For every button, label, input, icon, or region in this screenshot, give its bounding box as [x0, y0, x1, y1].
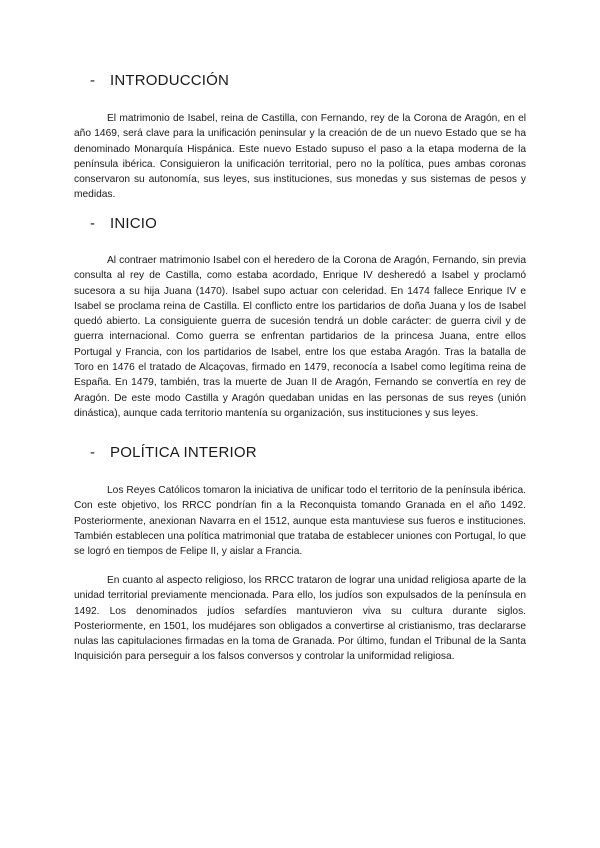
heading-title: INICIO: [110, 215, 158, 232]
section-heading-introduccion: [90, 72, 229, 89]
heading-title: INTRODUCCIÓN: [110, 72, 230, 89]
paragraph-politica-territorial: Los Reyes Católicos tomaron la iniciativa de unificar todo el territorio de la península ibérica. Con este objetivo, los RRCC pondrían fin a la Reconquista tomando Granada en el año 1492. Posteriormente, anexionan Navarra en el 1512, aunque esta mantuviese sus fueros e instituciones. También establecen una política matrimonial que trataba de establecer uniones con Portugal, lo que se logró en tiempos de Felipe II, y aislar a Francia.: [74, 485, 526, 558]
heading-bullet: -: [90, 444, 96, 461]
section-heading-politica-interior: [90, 444, 257, 461]
paragraph-inicio: Al contraer matrimonio Isabel con el heredero de la Corona de Aragón, Fernando, sin previa consulta al rey de Castilla, como estaba acordado, Enrique IV desheredó a Isabel y proclamó sucesora a su hija Juana (1470). Isabel supo actuar con celeridad. En 1474 fallece Enrique IV e Isabel se proclama reina de Castilla. El conflicto entre los partidarios de doña Juana y los de Isabel quedó abierto. La consiguiente guerra de sucesión tendrá un doble carácter: de guerra civil y de guerra internacional. Como guerra se enfrentan partidarios de la princesa Juana, entre ellos Portugal y Francia, con los partidarios de Isabel, entre los que estaba Aragón. Tras la batalla de Toro en 1476 el tratado de Alcaçovas, firmado en 1479, reconocía a Isabel como legítima reina de España. En 1479, también, tras la muerte de Juan II de Aragón, Fernando se convertía en rey de Aragón. De este modo Castilla y Aragón quedaban unidas en las personas de sus reyes (unión dinástica), aunque cada territorio mantenía su organización, sus instituciones y sus leyes.: [74, 255, 526, 419]
paragraph-politica-religiosa: En cuanto al aspecto religioso, los RRCC trataron de lograr una unidad religiosa aparte de la unidad territorial previamente mencionada. Para ello, los judíos son expulsados de la península en 1492. Los denominados judíos sefardíes mantuvieron viva su cultura durante siglos. Posteriormente, en 1501, los mudéjares son obligados a convertirse al cristianismo, tras declararse nulas las capitulaciones firmadas en la toma de Granada. Por último, fundan el Tribunal de la Santa Inquisición para perseguir a los falsos conversos y controlar la uniformidad religiosa.: [74, 575, 526, 663]
heading-title: POLÍTICA INTERIOR: [110, 444, 257, 461]
paragraph-introduccion: El matrimonio de Isabel, reina de Castilla, con Fernando, rey de la Corona de Aragón, en el año 1469, será clave para la unificación peninsular y la creación de de un nuevo Estado que se ha denominado Monarquía Hispánica. Este nuevo Estado supuso el paso a la etapa moderna de la península ibérica. Consiguieron la unificación territorial, pero no la política, pues ambas coronas conservaron su autonomía, sus leyes, sus instituciones, sus monedas y sus sistemas de pesos y medidas.: [74, 113, 526, 201]
heading-bullet: -: [90, 72, 96, 89]
heading-bullet: -: [90, 215, 96, 232]
section-heading-inicio: [90, 215, 157, 232]
